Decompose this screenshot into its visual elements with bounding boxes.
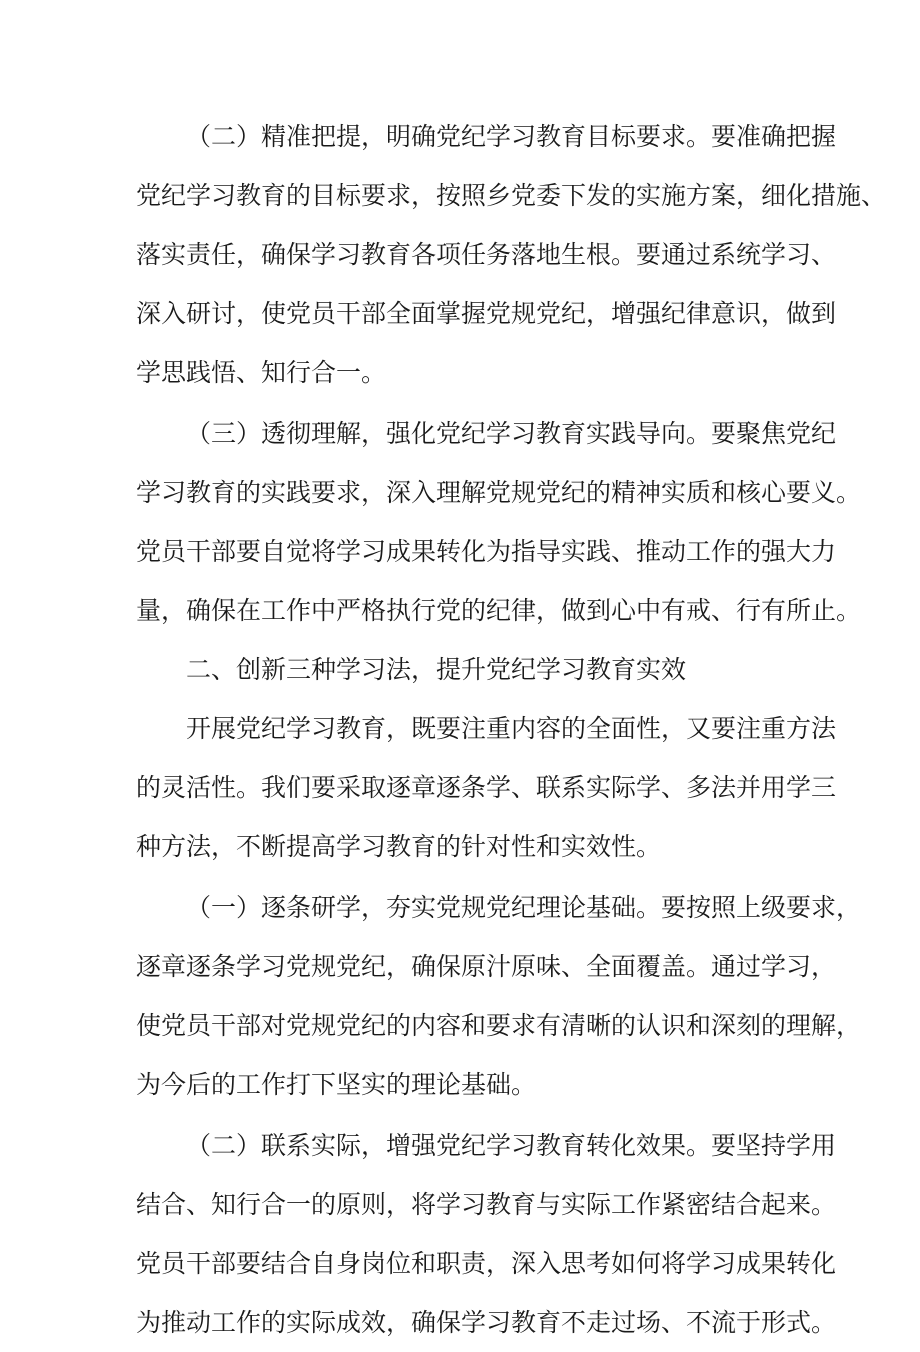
paragraph-thorough-understanding [136, 404, 862, 640]
paragraph-precise-grasp [136, 107, 887, 402]
section-heading [136, 640, 796, 699]
text-line: 为今后的工作打下坚实的理论基础。 [136, 1070, 537, 1099]
text-line: 党员干部要结合自身岗位和职责，深入思考如何将学习成果转化 [136, 1249, 837, 1278]
text-line: 量，确保在工作中严格执行党的纪律，做到心中有戒、行有所止。 [136, 596, 862, 625]
text-line: 学思践悟、知行合一。 [136, 358, 387, 387]
text-line: 学习教育的实践要求，深入理解党规党纪的精神实质和核心要义。 [136, 478, 862, 507]
text-line: （二）精准把提，明确党纪学习教育目标要求。要准确把握 [186, 122, 837, 151]
text-line: 使党员干部对党规党纪的内容和要求有清晰的认识和深刻的理解， [136, 1011, 862, 1040]
text-line: 种方法，不断提高学习教育的针对性和实效性。 [136, 832, 662, 861]
text-line: 结合、知行合一的原则，将学习教育与实际工作紧密结合起来。 [136, 1190, 837, 1219]
paragraph-article-study [136, 878, 862, 1114]
text-line: 党纪学习教育的目标要求，按照乡党委下发的实施方案，细化措施、 [136, 181, 887, 210]
text-line: 开展党纪学习教育，既要注重内容的全面性，又要注重方法 [186, 714, 837, 743]
text-line: 的灵活性。我们要采取逐章逐条学、联系实际学、多法并用学三 [136, 773, 837, 802]
text-line: （二）联系实际，增强党纪学习教育转化效果。要坚持学用 [186, 1131, 837, 1160]
text-line: 深入研讨，使党员干部全面掌握党规党纪，增强纪律意识，做到 [136, 299, 837, 328]
document-body [136, 107, 887, 1352]
text-line: （一）逐条研学，夯实党规党纪理论基础。要按照上级要求， [186, 893, 862, 922]
text-line: 党员干部要自觉将学习成果转化为指导实践、推动工作的强大力 [136, 537, 837, 566]
text-line: 落实责任，确保学习教育各项任务落地生根。要通过系统学习、 [136, 240, 837, 269]
paragraph-practical-connection [136, 1116, 837, 1352]
heading-line: 二、创新三种学习法，提升党纪学习教育实效 [186, 655, 687, 684]
text-line: 逐章逐条学习党规党纪，确保原汁原味、全面覆盖。通过学习， [136, 952, 837, 981]
text-line: （三）透彻理解，强化党纪学习教育实践导向。要聚焦党纪 [186, 419, 837, 448]
paragraph-methods-intro [136, 699, 837, 876]
text-line: 为推动工作的实际成效，确保学习教育不走过场、不流于形式。 [136, 1308, 837, 1337]
